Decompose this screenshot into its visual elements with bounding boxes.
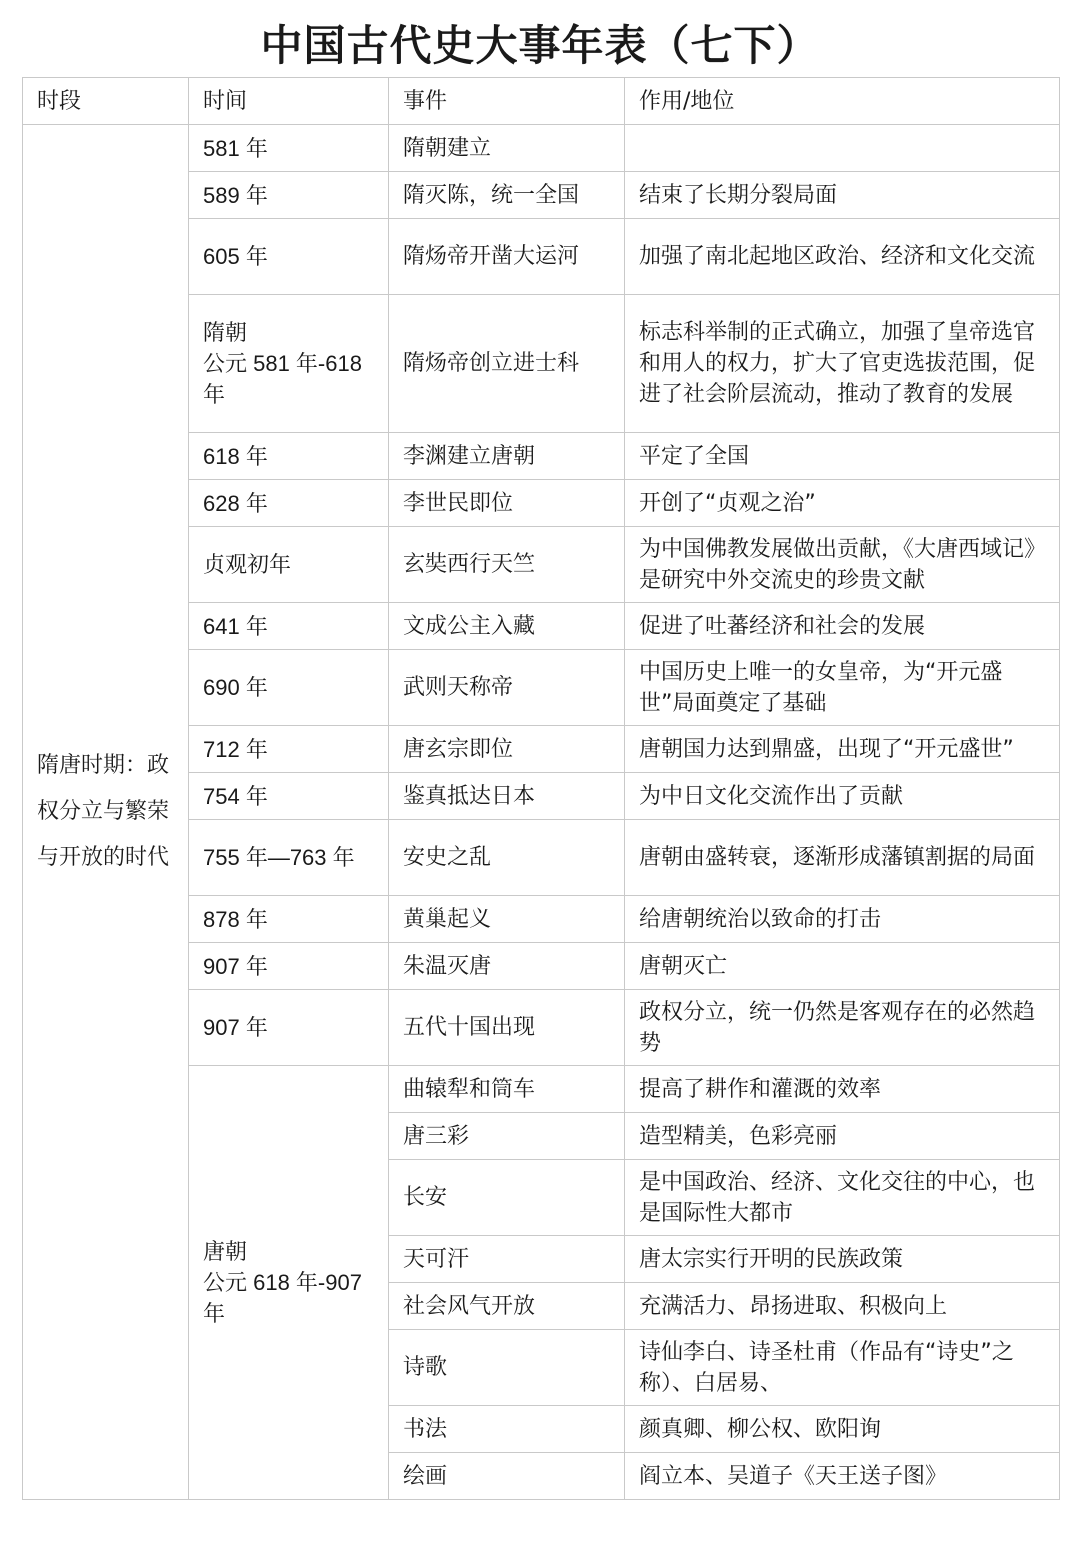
event-cell: 书法 bbox=[389, 1406, 625, 1453]
effect-cell: 结束了长期分裂局面 bbox=[625, 172, 1060, 219]
effect-cell: 唐朝国力达到鼎盛，出现了“开元盛世” bbox=[625, 726, 1060, 773]
time-cell bbox=[189, 295, 389, 433]
time-cell: 628 年 bbox=[189, 480, 389, 527]
time-cell: 755 年—763 年 bbox=[189, 820, 389, 896]
event-cell: 玄奘西行天竺 bbox=[389, 527, 625, 603]
header-event: 事件 bbox=[389, 78, 625, 125]
effect-cell: 唐朝灭亡 bbox=[625, 943, 1060, 990]
event-cell: 文成公主入藏 bbox=[389, 603, 625, 650]
time-cell: 贞观初年 bbox=[189, 527, 389, 603]
effect-cell: 为中国佛教发展做出贡献，《大唐西域记》是研究中外交流史的珍贵文献 bbox=[625, 527, 1060, 603]
event-cell: 隋炀帝创立进士科 bbox=[389, 295, 625, 433]
table-row bbox=[23, 125, 1060, 172]
event-cell: 武则天称帝 bbox=[389, 650, 625, 726]
event-cell: 隋炀帝开凿大运河 bbox=[389, 219, 625, 295]
effect-cell: 阎立本、吴道子《天王送子图》 bbox=[625, 1453, 1060, 1500]
effect-cell bbox=[625, 125, 1060, 172]
header-effect: 作用/地位 bbox=[625, 78, 1060, 125]
time-cell: 605 年 bbox=[189, 219, 389, 295]
header-period: 时段 bbox=[23, 78, 189, 125]
table-header-row bbox=[23, 78, 1060, 125]
event-cell: 朱温灭唐 bbox=[389, 943, 625, 990]
effect-cell: 唐朝由盛转衰，逐渐形成藩镇割据的局面 bbox=[625, 820, 1060, 896]
event-cell: 隋灭陈，统一全国 bbox=[389, 172, 625, 219]
effect-cell: 政权分立，统一仍然是客观存在的必然趋势 bbox=[625, 990, 1060, 1066]
event-cell: 鉴真抵达日本 bbox=[389, 773, 625, 820]
time-cell: 690 年 bbox=[189, 650, 389, 726]
effect-cell: 充满活力、昂扬进取、积极向上 bbox=[625, 1283, 1060, 1330]
event-cell: 安史之乱 bbox=[389, 820, 625, 896]
time-cell: 712 年 bbox=[189, 726, 389, 773]
time-cell: 907 年 bbox=[189, 990, 389, 1066]
event-cell: 唐玄宗即位 bbox=[389, 726, 625, 773]
event-cell: 黄巢起义 bbox=[389, 896, 625, 943]
effect-cell: 提高了耕作和灌溉的效率 bbox=[625, 1066, 1060, 1113]
event-cell: 唐三彩 bbox=[389, 1113, 625, 1160]
effect-cell: 诗仙李白、诗圣杜甫（作品有“诗史”之称）、白居易、 bbox=[625, 1330, 1060, 1406]
time-cell: 581 年 bbox=[189, 125, 389, 172]
time-cell: 618 年 bbox=[189, 433, 389, 480]
effect-cell: 给唐朝统治以致命的打击 bbox=[625, 896, 1060, 943]
chronology-table bbox=[22, 77, 1060, 1500]
event-cell: 诗歌 bbox=[389, 1330, 625, 1406]
effect-cell: 颜真卿、柳公权、欧阳询 bbox=[625, 1406, 1060, 1453]
effect-cell: 造型精美，色彩亮丽 bbox=[625, 1113, 1060, 1160]
header-time: 时间 bbox=[189, 78, 389, 125]
time-cell: 754 年 bbox=[189, 773, 389, 820]
time-cell: 907 年 bbox=[189, 943, 389, 990]
effect-cell: 中国历史上唯一的女皇帝，为“开元盛世”局面奠定了基础 bbox=[625, 650, 1060, 726]
tang-dynasty-span: 公元 618 年-907 年 bbox=[203, 1270, 362, 1326]
sui-dynasty-span: 公元 581 年-618 年 bbox=[203, 351, 362, 407]
time-cell: 641 年 bbox=[189, 603, 389, 650]
event-cell: 李渊建立唐朝 bbox=[389, 433, 625, 480]
event-cell: 隋朝建立 bbox=[389, 125, 625, 172]
effect-cell: 是中国政治、经济、文化交往的中心，也是国际性大都市 bbox=[625, 1160, 1060, 1236]
event-cell: 五代十国出现 bbox=[389, 990, 625, 1066]
tang-dynasty-label: 唐朝 bbox=[203, 1239, 248, 1264]
effect-cell: 加强了南北起地区政治、经济和文化交流 bbox=[625, 219, 1060, 295]
effect-cell: 为中日文化交流作出了贡献 bbox=[625, 773, 1060, 820]
time-cell: 589 年 bbox=[189, 172, 389, 219]
effect-cell: 平定了全国 bbox=[625, 433, 1060, 480]
effect-cell: 开创了“贞观之治” bbox=[625, 480, 1060, 527]
effect-cell: 标志科举制的正式确立，加强了皇帝选官和用人的权力，扩大了官吏选拔范围，促进了社会阶层流动，推动了教育的发展 bbox=[625, 295, 1060, 433]
period-cell: 隋唐时期：政权分立与繁荣与开放的时代 bbox=[23, 125, 189, 1500]
effect-cell: 促进了吐蕃经济和社会的发展 bbox=[625, 603, 1060, 650]
effect-cell: 唐太宗实行开明的民族政策 bbox=[625, 1236, 1060, 1283]
event-cell: 长安 bbox=[389, 1160, 625, 1236]
time-cell bbox=[189, 1066, 389, 1500]
event-cell: 曲辕犁和筒车 bbox=[389, 1066, 625, 1113]
event-cell: 李世民即位 bbox=[389, 480, 625, 527]
event-cell: 社会风气开放 bbox=[389, 1283, 625, 1330]
event-cell: 天可汗 bbox=[389, 1236, 625, 1283]
sui-dynasty-label: 隋朝 bbox=[203, 320, 248, 345]
event-cell: 绘画 bbox=[389, 1453, 625, 1500]
time-cell: 878 年 bbox=[189, 896, 389, 943]
page-title: 中国古代史大事年表（七下） bbox=[260, 21, 820, 70]
